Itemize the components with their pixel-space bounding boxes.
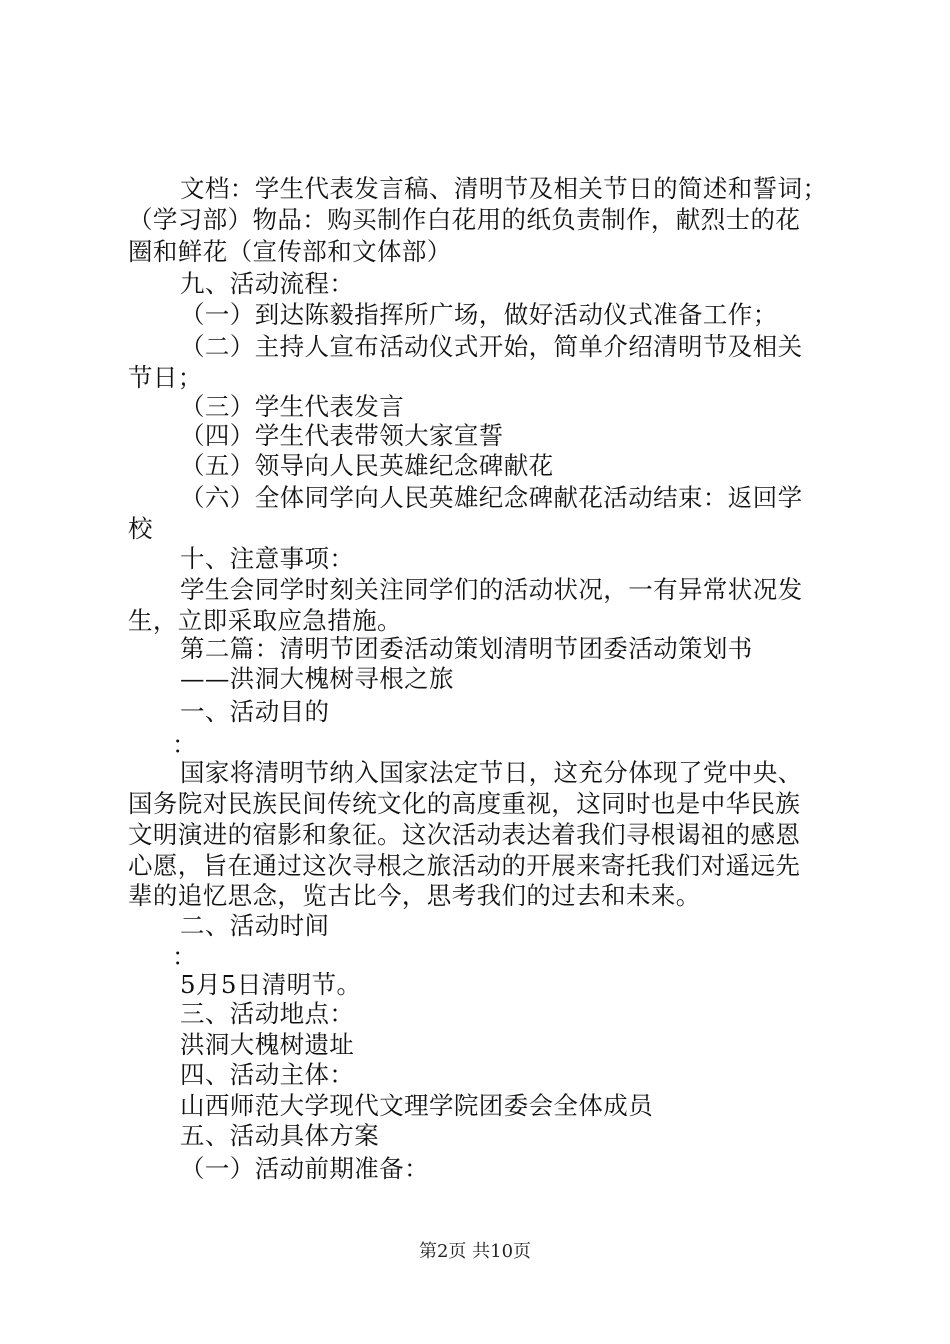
text-line: ： — [172, 730, 197, 759]
text-line: 国务院对民族民间传统文化的高度重视，这同时也是中华民族 — [128, 789, 801, 818]
text-line: 文档：学生代表发言稿、清明节及相关节日的简述和誓词； — [180, 174, 828, 203]
list-item: （一）到达陈毅指挥所广场，做好活动仪式准备工作； — [180, 300, 778, 329]
section-heading: 四、活动主体： — [180, 1060, 355, 1089]
chapter-subtitle: ——洪洞大槐树寻根之旅 — [180, 664, 454, 693]
text-line: 圈和鲜花（宣传部和文体部） — [128, 237, 452, 266]
section-heading: 一、活动目的 — [180, 697, 330, 726]
chapter-title: 第二篇：清明节团委活动策划清明节团委活动策划书 — [180, 634, 753, 663]
text-line: ： — [172, 942, 197, 971]
list-item: （五）领导向人民英雄纪念碑献花 — [180, 451, 554, 480]
text-line: 节日； — [128, 363, 203, 392]
section-heading: 九、活动流程： — [180, 269, 355, 298]
section-heading: 三、活动地点： — [180, 999, 355, 1028]
text-line: 洪洞大槐树遗址 — [180, 1030, 355, 1059]
text-line: 山西师范大学现代文理学院团委会全体成员 — [180, 1091, 654, 1120]
section-heading: 五、活动具体方案 — [180, 1121, 380, 1150]
list-item: （四）学生代表带领大家宣誓 — [180, 421, 504, 450]
text-line: 校 — [128, 514, 153, 543]
text-line: （学习部）物品：购买制作白花用的纸负责制作，献烈士的花 — [128, 205, 801, 234]
section-heading: 二、活动时间 — [180, 911, 330, 940]
text-line: 辈的追忆思念，览古比今，思考我们的过去和未来。 — [128, 881, 701, 910]
text-line: 文明演进的宿影和象征。这次活动表达着我们寻根谒祖的感恩 — [128, 820, 801, 849]
list-item: （三）学生代表发言 — [180, 392, 405, 421]
list-item: （二）主持人宣布活动仪式开始，简单介绍清明节及相关 — [180, 332, 803, 361]
list-item: （一）活动前期准备： — [180, 1154, 429, 1183]
text-line: 5月5日清明节。 — [180, 970, 362, 999]
page-number-footer: 第2页 共10页 — [418, 1241, 532, 1262]
text-line: 生，立即采取应急措施。 — [128, 606, 402, 635]
text-line: 心愿，旨在通过这次寻根之旅活动的开展来寄托我们对遥远先 — [128, 851, 801, 880]
text-line: 国家将清明节纳入国家法定节日，这充分体现了党中央、 — [180, 758, 803, 787]
text-line: 学生会同学时刻关注同学们的活动状况，一有异常状况发 — [180, 575, 803, 604]
section-heading: 十、注意事项： — [180, 544, 355, 573]
list-item: （六）全体同学向人民英雄纪念碑献花活动结束：返回学 — [180, 483, 803, 512]
